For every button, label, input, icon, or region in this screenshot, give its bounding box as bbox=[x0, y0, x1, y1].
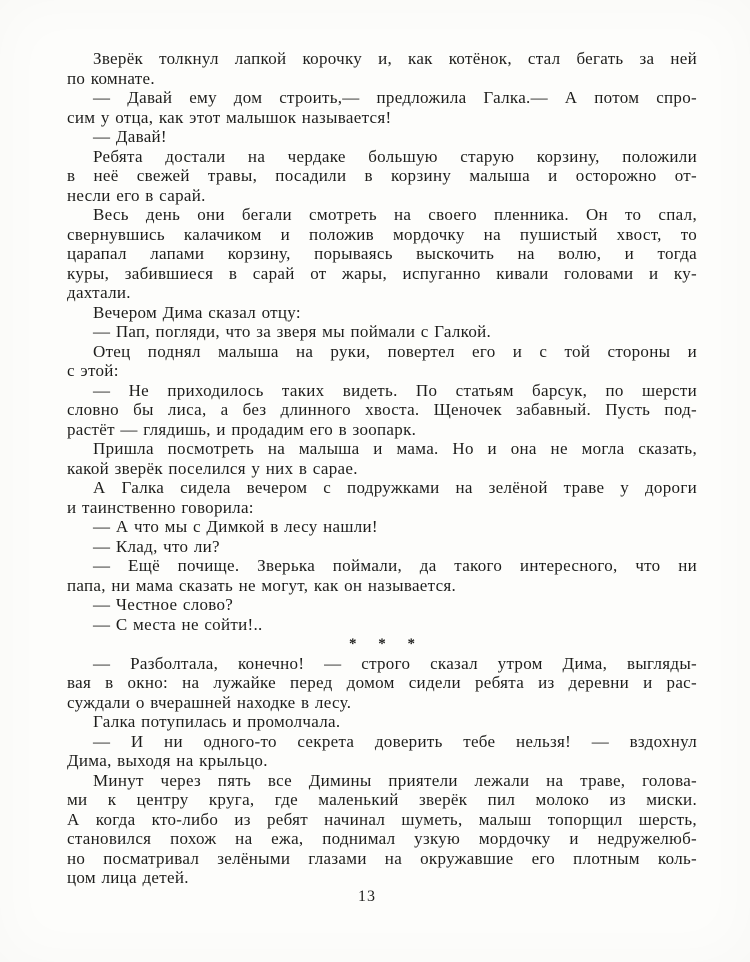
text-line: но посматривал зелёными глазами на окружавшие его плотным коль- bbox=[67, 848, 697, 868]
text-line: — Клад, что ли? bbox=[93, 536, 220, 556]
text-line: Отец поднял малыша на руки, повертел его и с той стороны и bbox=[93, 341, 697, 361]
text-line: — Ещё почище. Зверька поймали, да такого интересного, что ни bbox=[93, 556, 697, 575]
text-line: растёт — глядишь, и продадим его в зоопарк. bbox=[67, 419, 417, 439]
text-line: Вечером Дима сказал отцу: bbox=[93, 302, 301, 322]
text-line: — Не приходилось таких видеть. По статьям барсук, по шерсти bbox=[93, 380, 697, 400]
paragraph bbox=[67, 478, 697, 517]
text-line: — А что мы с Димкой в лесу нашли! bbox=[93, 517, 378, 536]
text-line: Пришла посмотреть на малыша и мама. Но и она не могла сказать, bbox=[93, 439, 697, 458]
paragraph bbox=[67, 147, 697, 206]
paragraph bbox=[67, 537, 697, 557]
text-line: — Пап, погляди, что за зверя мы поймали с Галкой. bbox=[93, 322, 492, 341]
paragraph bbox=[67, 49, 697, 88]
text-line: в неё свежей травы, посадили в корзину малыша и осторожно от- bbox=[67, 166, 697, 185]
text-line: царапал лапами корзину, порываясь выскочить на волю, и тогда bbox=[67, 244, 697, 263]
text-line: — Давай! bbox=[93, 127, 167, 146]
text-line: дахтали. bbox=[67, 283, 131, 302]
paragraph bbox=[67, 556, 697, 595]
text-line: Весь день они бегали смотреть на своего пленника. Он то спал, bbox=[93, 205, 697, 224]
paragraph bbox=[67, 439, 697, 478]
text-line: куры, забившиеся в сарай от жары, испуганно кивали головами и ку- bbox=[67, 263, 697, 283]
text-line: — Честное слово? bbox=[93, 595, 234, 614]
text-line: Зверёк толкнул лапкой корочку и, как котёнок, стал бегать за ней bbox=[93, 49, 697, 68]
text-line: ми к центру круга, где маленький зверёк пил молоко из миски. bbox=[67, 790, 697, 809]
text-line: — Давай ему дом строить,— предложила Галка.— А потом спро- bbox=[93, 88, 697, 107]
text-line: — С места не сойти!.. bbox=[93, 614, 263, 634]
text-line: становился похож на ежа, поднимал узкую мордочку и недружелюб- bbox=[67, 829, 697, 848]
paragraph bbox=[67, 322, 697, 342]
paragraph bbox=[67, 88, 697, 127]
paragraph bbox=[67, 654, 697, 713]
text-line: Дима, выходя на крыльцо. bbox=[67, 751, 268, 770]
text-line: несли его в сарай. bbox=[67, 185, 206, 205]
paragraph bbox=[67, 712, 697, 732]
paragraph bbox=[67, 595, 697, 615]
text-line: Минут через пять все Димины приятели лежали на траве, голова- bbox=[93, 770, 697, 790]
paragraph bbox=[67, 732, 697, 771]
text-line: папа, ни мама сказать не могут, как он называется. bbox=[67, 575, 457, 595]
text-line: — Разболтала, конечно! — строго сказал утром Дима, выгляды- bbox=[93, 653, 697, 673]
text-line: А Галка сидела вечером с подружками на зелёной траве у дороги bbox=[93, 478, 697, 497]
text-line: сим у отца, как этот малышок называется! bbox=[67, 107, 392, 127]
paragraph bbox=[67, 205, 697, 303]
paragraph bbox=[67, 615, 697, 635]
section-separator: * * * bbox=[349, 636, 424, 652]
paragraph bbox=[67, 303, 697, 323]
text-line: вая в окно: на лужайке перед домом сидели ребята из деревни и рас- bbox=[67, 673, 697, 692]
paragraph bbox=[67, 517, 697, 537]
text-line: суждали о вчерашней находке в лесу. bbox=[67, 692, 352, 712]
paragraph bbox=[67, 771, 697, 888]
text-line: цом лица детей. bbox=[67, 868, 189, 887]
text-line: какой зверёк поселился у них в сарае. bbox=[67, 458, 358, 478]
text-line: Ребята достали на чердаке большую старую корзину, положили bbox=[93, 146, 697, 166]
text-line: словно бы лиса, а без длинного хвоста. Щеночек забавный. Пусть под- bbox=[67, 400, 697, 419]
text-line: — И ни одного-то секрета доверить тебе нельзя! — вздохнул bbox=[93, 731, 697, 751]
paragraph bbox=[67, 127, 697, 147]
paragraph bbox=[67, 381, 697, 440]
page-text bbox=[67, 49, 697, 888]
text-line: с этой: bbox=[67, 361, 119, 380]
text-line: А когда кто-либо из ребят начинал шуметь, малыш топорщил шерсть, bbox=[67, 809, 697, 829]
page-number: 13 bbox=[358, 888, 376, 905]
text-line: по комнате. bbox=[67, 68, 155, 88]
paragraph bbox=[67, 342, 697, 381]
text-line: свернувшись калачиком и положив мордочку на пушистый хвост, то bbox=[67, 224, 697, 244]
text-line: Галка потупилась и промолчала. bbox=[93, 712, 341, 731]
text-line: и таинственно говорила: bbox=[67, 497, 254, 517]
